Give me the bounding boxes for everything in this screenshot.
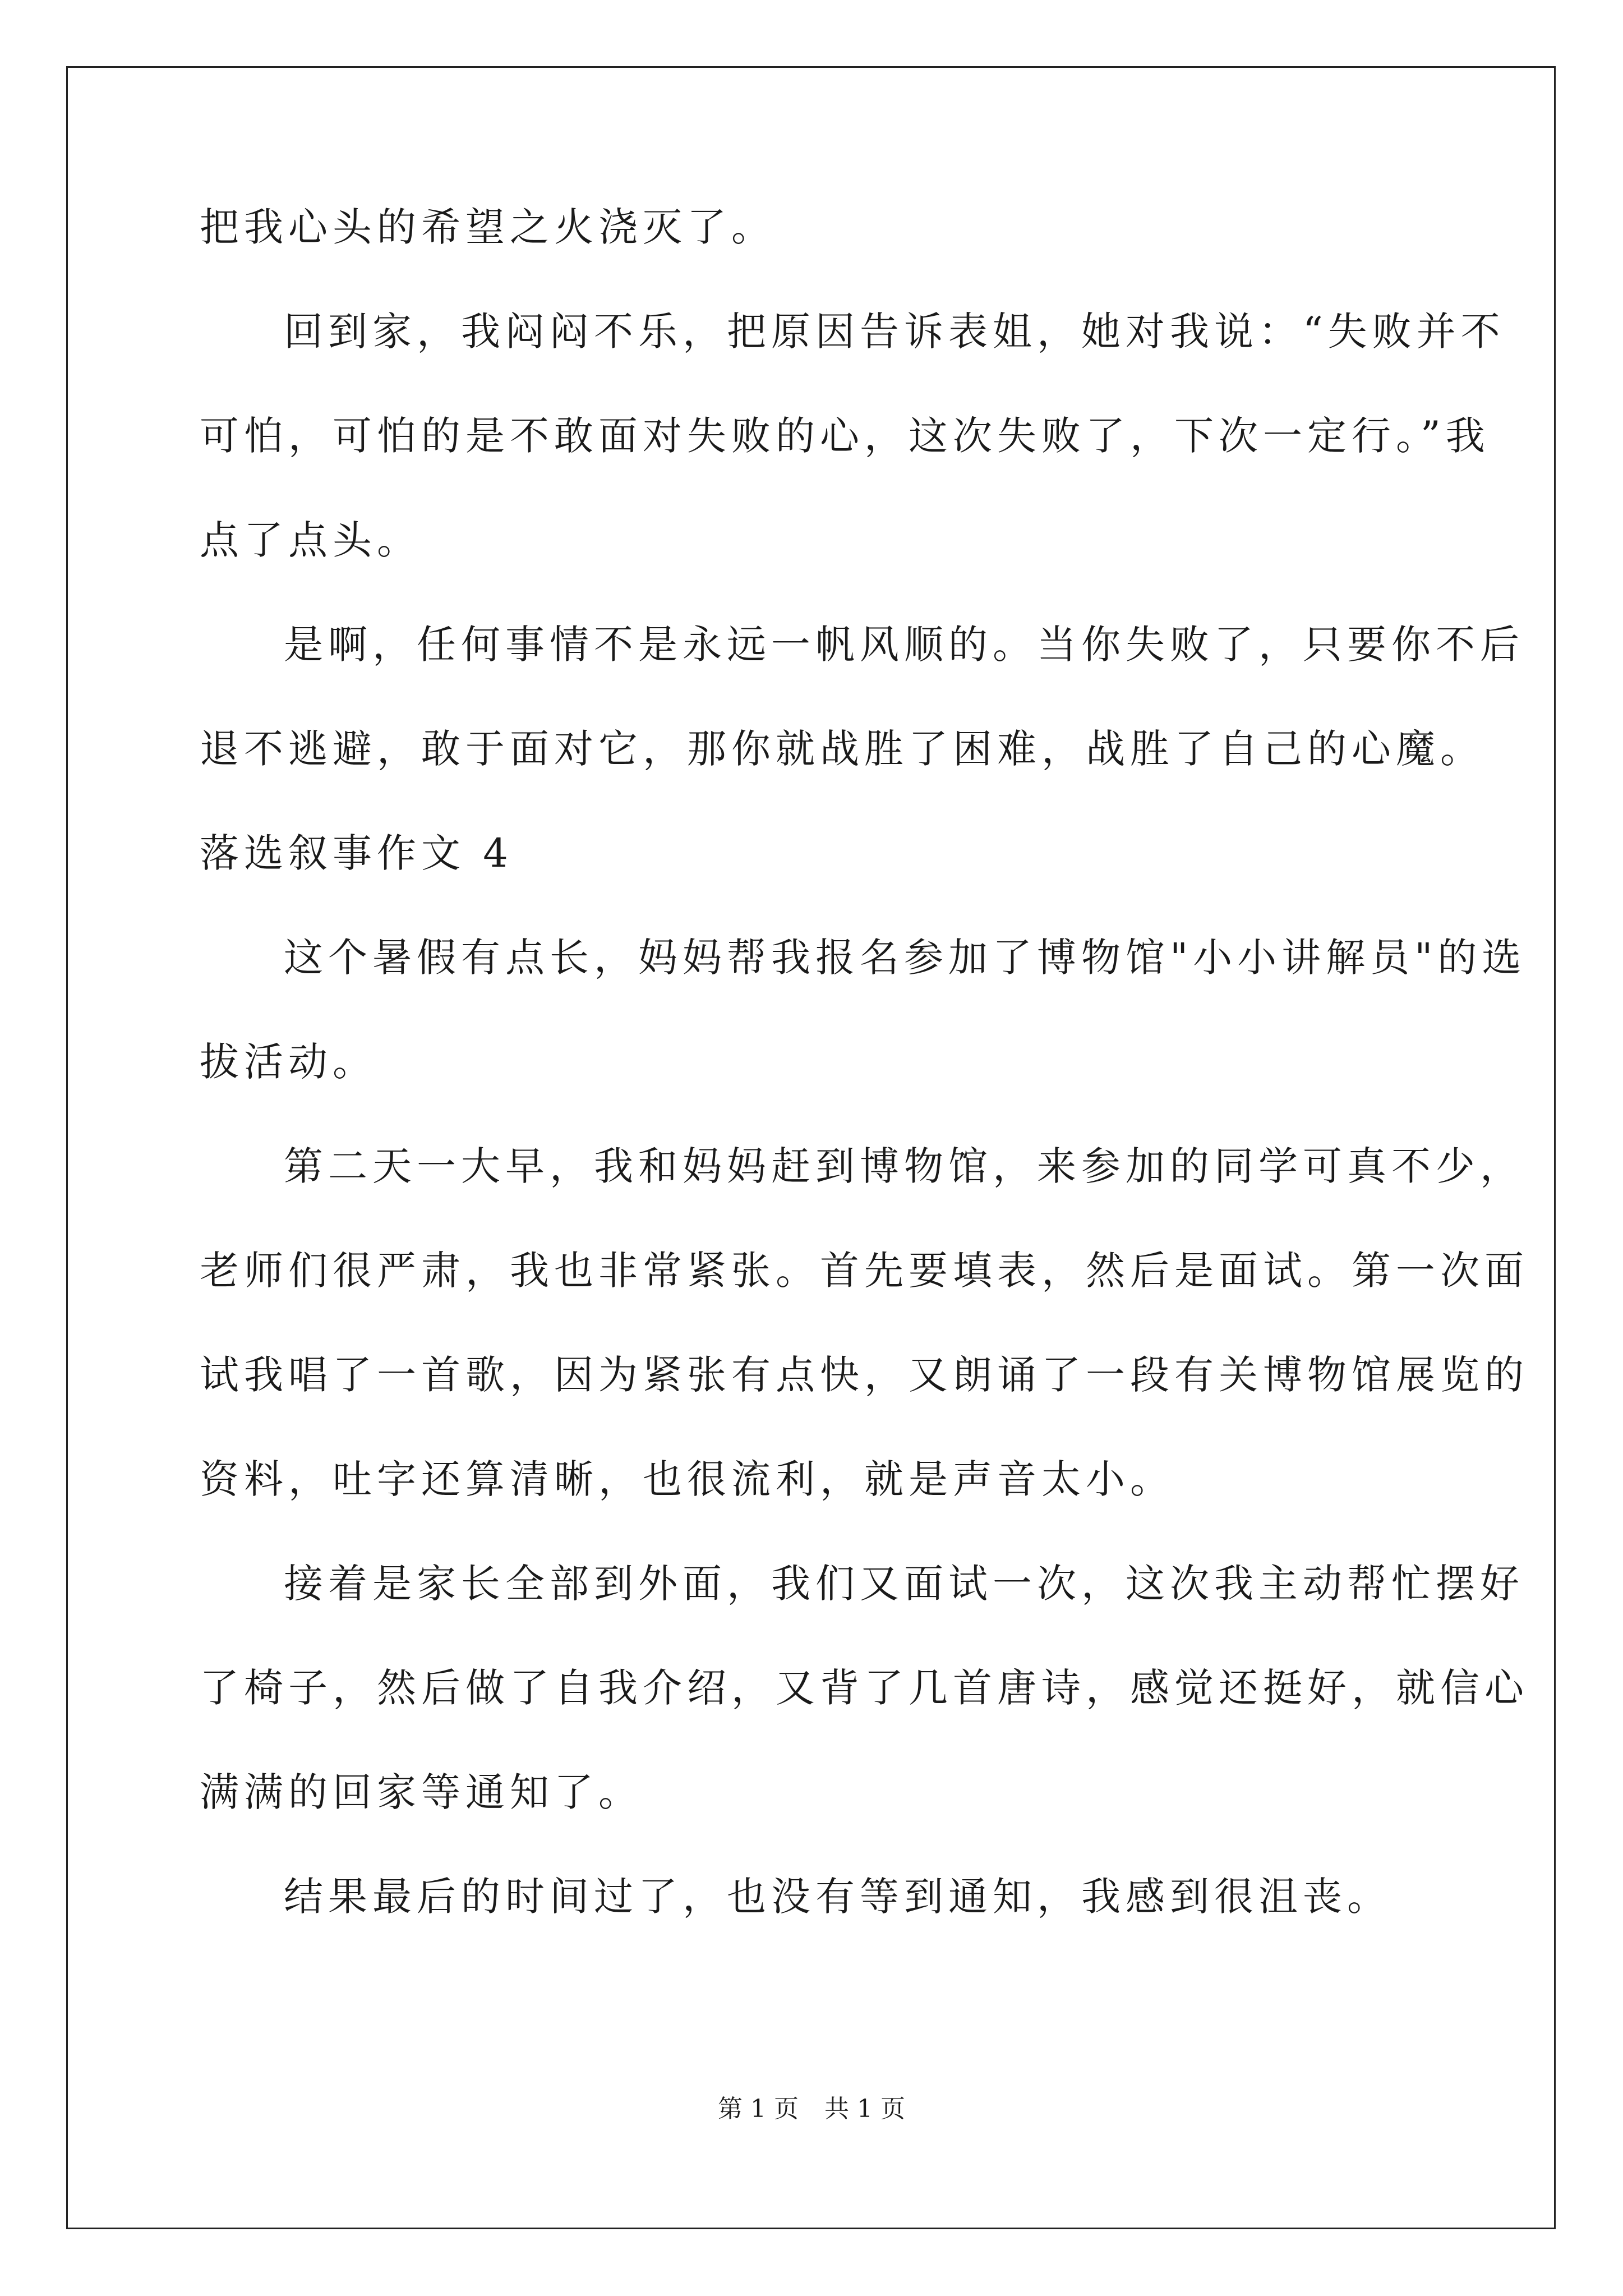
text-line: 老师们很严肃，我也非常紧张。首先要填表，然后是面试。第一次面 (200, 1248, 1529, 1294)
text-line: 可怕，可怕的是不敢面对失败的心，这次失败了，下次一定行。”我 (200, 413, 1490, 459)
text-line: 结果最后的时间过了，也没有等到通知，我感到很沮丧。 (284, 1874, 1391, 1920)
text-line: 资料，吐字还算清晰，也很流利，就是声音太小。 (200, 1456, 1174, 1502)
text-line: 满满的回家等通知了。 (200, 1769, 643, 1815)
text-line: 了椅子，然后做了自我介绍，又背了几首唐诗，感觉还挺好，就信心 (200, 1665, 1529, 1711)
text-line: 拔活动。 (200, 1039, 377, 1085)
text-line: 点了点头。 (200, 517, 421, 563)
page-number-current: 第 1 页 (718, 2095, 799, 2123)
text-line: 这个暑假有点长，妈妈帮我报名参加了博物馆"小小讲解员"的选 (284, 935, 1527, 981)
text-line: 第二天一大早，我和妈妈赶到博物馆，来参加的同学可真不少， (284, 1143, 1524, 1189)
text-line: 是啊，任何事情不是永远一帆风顺的。当你失败了，只要你不后 (284, 622, 1524, 668)
text-line: 回到家，我闷闷不乐，把原因告诉表姐，她对我说：“失败并不 (284, 309, 1505, 355)
page-footer (0, 2097, 1623, 2122)
text-line: 退不逃避，敢于面对它，那你就战胜了困难，战胜了自己的心魔。 (200, 726, 1484, 772)
text-line: 把我心头的希望之火浇灭了。 (200, 204, 776, 250)
section-heading: 落选叙事作文 4 (200, 830, 513, 876)
page-number-total: 共 1 页 (824, 2095, 905, 2123)
text-line: 试我唱了一首歌，因为紧张有点快，又朗诵了一段有关博物馆展览的 (200, 1352, 1529, 1398)
text-line: 接着是家长全部到外面，我们又面试一次，这次我主动帮忙摆好 (284, 1561, 1524, 1607)
